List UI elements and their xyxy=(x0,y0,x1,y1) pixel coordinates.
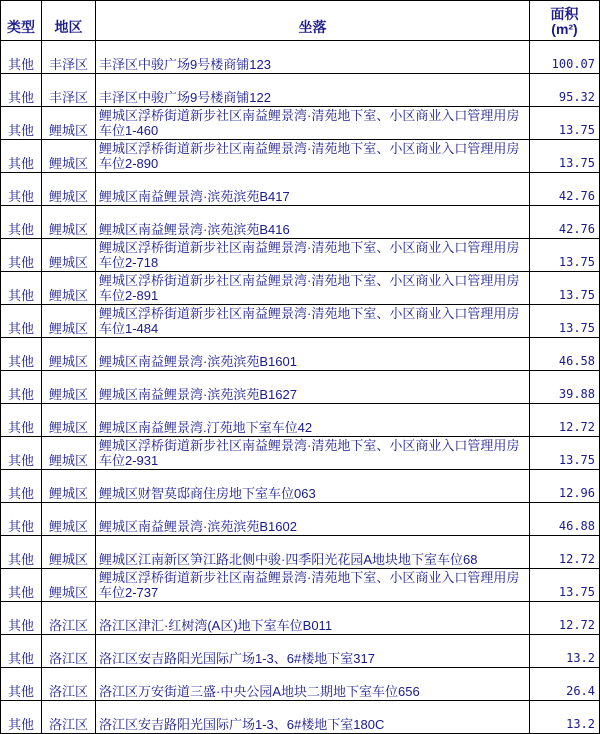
location-cell: 鲤城区南益鲤景湾·滨苑滨苑B416 xyxy=(96,206,530,239)
area-cell: 13.75 xyxy=(530,272,600,305)
table-row xyxy=(1,107,600,140)
area-cell: 13.75 xyxy=(530,140,600,173)
location-cell: 鲤城区浮桥街道新步社区南益鲤景湾·清苑地下室、小区商业入口管理用房车位2-931 xyxy=(96,437,530,470)
type-cell: 其他 xyxy=(1,338,42,371)
location-cell: 鲤城区南益鲤景湾·滨苑滨苑B1601 xyxy=(96,338,530,371)
table-row xyxy=(1,173,600,206)
region-cell: 鲤城区 xyxy=(42,437,96,470)
header-location: 坐落 xyxy=(96,1,530,41)
type-cell: 其他 xyxy=(1,503,42,536)
type-cell: 其他 xyxy=(1,437,42,470)
region-cell: 鲤城区 xyxy=(42,173,96,206)
type-cell: 其他 xyxy=(1,668,42,701)
type-cell: 其他 xyxy=(1,107,42,140)
type-cell: 其他 xyxy=(1,206,42,239)
table-row xyxy=(1,668,600,701)
type-cell: 其他 xyxy=(1,74,42,107)
header-row xyxy=(1,1,600,41)
location-cell: 洛江区万安街道三盛·中央公园A地块二期地下室车位656 xyxy=(96,668,530,701)
location-cell: 洛江区安吉路阳光国际广场1-3、6#楼地下室180C xyxy=(96,701,530,734)
table-row xyxy=(1,503,600,536)
location-cell: 丰泽区中骏广场9号楼商铺122 xyxy=(96,74,530,107)
region-cell: 鲤城区 xyxy=(42,404,96,437)
location-cell: 鲤城区南益鲤景湾.汀苑地下室车位42 xyxy=(96,404,530,437)
type-cell: 其他 xyxy=(1,371,42,404)
region-cell: 鲤城区 xyxy=(42,206,96,239)
region-cell: 丰泽区 xyxy=(42,41,96,74)
region-cell: 鲤城区 xyxy=(42,140,96,173)
table-row xyxy=(1,536,600,569)
region-cell: 洛江区 xyxy=(42,668,96,701)
type-cell: 其他 xyxy=(1,305,42,338)
location-cell: 洛江区安吉路阳光国际广场1-3、6#楼地下室317 xyxy=(96,635,530,668)
table-row xyxy=(1,569,600,602)
region-cell: 鲤城区 xyxy=(42,371,96,404)
location-cell: 鲤城区南益鲤景湾·滨苑滨苑B417 xyxy=(96,173,530,206)
location-cell: 洛江区津汇·红树湾(A区)地下室车位B011 xyxy=(96,602,530,635)
area-cell: 39.88 xyxy=(530,371,600,404)
region-cell: 鲤城区 xyxy=(42,239,96,272)
area-cell: 42.76 xyxy=(530,173,600,206)
type-cell: 其他 xyxy=(1,701,42,734)
area-cell: 26.4 xyxy=(530,668,600,701)
area-cell: 13.75 xyxy=(530,239,600,272)
header-area xyxy=(530,1,600,41)
region-cell: 鲤城区 xyxy=(42,272,96,305)
region-cell: 洛江区 xyxy=(42,635,96,668)
table-row xyxy=(1,140,600,173)
area-cell: 13.75 xyxy=(530,437,600,470)
area-cell: 46.88 xyxy=(530,503,600,536)
region-cell: 鲤城区 xyxy=(42,503,96,536)
region-cell: 鲤城区 xyxy=(42,107,96,140)
location-cell: 鲤城区江南新区笋江路北侧中骏·四季阳光花园A地块地下室车位68 xyxy=(96,536,530,569)
type-cell: 其他 xyxy=(1,536,42,569)
type-cell: 其他 xyxy=(1,173,42,206)
location-cell: 鲤城区南益鲤景湾·滨苑滨苑B1627 xyxy=(96,371,530,404)
table-row xyxy=(1,470,600,503)
table-row xyxy=(1,371,600,404)
area-cell: 13.2 xyxy=(530,635,600,668)
area-cell: 12.72 xyxy=(530,536,600,569)
area-cell: 13.2 xyxy=(530,701,600,734)
type-cell: 其他 xyxy=(1,602,42,635)
table-row xyxy=(1,338,600,371)
region-cell: 洛江区 xyxy=(42,701,96,734)
type-cell: 其他 xyxy=(1,140,42,173)
area-cell: 12.96 xyxy=(530,470,600,503)
region-cell: 鲤城区 xyxy=(42,338,96,371)
table-row xyxy=(1,41,600,74)
table-row xyxy=(1,74,600,107)
region-cell: 鲤城区 xyxy=(42,536,96,569)
area-cell: 100.07 xyxy=(530,41,600,74)
region-cell: 鲤城区 xyxy=(42,569,96,602)
table-row xyxy=(1,404,600,437)
table-row xyxy=(1,239,600,272)
area-cell: 95.32 xyxy=(530,74,600,107)
header-region: 地区 xyxy=(42,1,96,41)
table-body xyxy=(1,41,600,734)
table-row xyxy=(1,272,600,305)
type-cell: 其他 xyxy=(1,41,42,74)
region-cell: 鲤城区 xyxy=(42,305,96,338)
table-row xyxy=(1,602,600,635)
type-cell: 其他 xyxy=(1,239,42,272)
area-cell: 13.75 xyxy=(530,305,600,338)
table-row xyxy=(1,437,600,470)
location-cell: 鲤城区浮桥街道新步社区南益鲤景湾·清苑地下室、小区商业入口管理用房车位2-718 xyxy=(96,239,530,272)
location-cell: 鲤城区浮桥街道新步社区南益鲤景湾·清苑地下室、小区商业入口管理用房车位1-484 xyxy=(96,305,530,338)
location-cell: 丰泽区中骏广场9号楼商铺123 xyxy=(96,41,530,74)
type-cell: 其他 xyxy=(1,635,42,668)
location-cell: 鲤城区南益鲤景湾·滨苑滨苑B1602 xyxy=(96,503,530,536)
type-cell: 其他 xyxy=(1,404,42,437)
header-type: 类型 xyxy=(1,1,42,41)
location-cell: 鲤城区浮桥街道新步社区南益鲤景湾·清苑地下室、小区商业入口管理用房车位2-891 xyxy=(96,272,530,305)
location-cell: 鲤城区财智莫邸商住房地下室车位063 xyxy=(96,470,530,503)
header-area-label: 面积 xyxy=(550,6,579,22)
location-cell: 鲤城区浮桥街道新步社区南益鲤景湾·清苑地下室、小区商业入口管理用房车位2-890 xyxy=(96,140,530,173)
region-cell: 洛江区 xyxy=(42,602,96,635)
type-cell: 其他 xyxy=(1,470,42,503)
region-cell: 丰泽区 xyxy=(42,74,96,107)
table-row xyxy=(1,701,600,734)
type-cell: 其他 xyxy=(1,569,42,602)
table-row xyxy=(1,635,600,668)
area-cell: 12.72 xyxy=(530,602,600,635)
region-cell: 鲤城区 xyxy=(42,470,96,503)
area-cell: 46.58 xyxy=(530,338,600,371)
area-cell: 13.75 xyxy=(530,107,600,140)
header-area-unit: (m²) xyxy=(551,21,578,37)
table-row xyxy=(1,206,600,239)
type-cell: 其他 xyxy=(1,272,42,305)
location-cell: 鲤城区浮桥街道新步社区南益鲤景湾·清苑地下室、小区商业入口管理用房车位2-737 xyxy=(96,569,530,602)
area-cell: 12.72 xyxy=(530,404,600,437)
area-cell: 13.75 xyxy=(530,569,600,602)
location-cell: 鲤城区浮桥街道新步社区南益鲤景湾·清苑地下室、小区商业入口管理用房车位1-460 xyxy=(96,107,530,140)
area-cell: 42.76 xyxy=(530,206,600,239)
table-row xyxy=(1,305,600,338)
